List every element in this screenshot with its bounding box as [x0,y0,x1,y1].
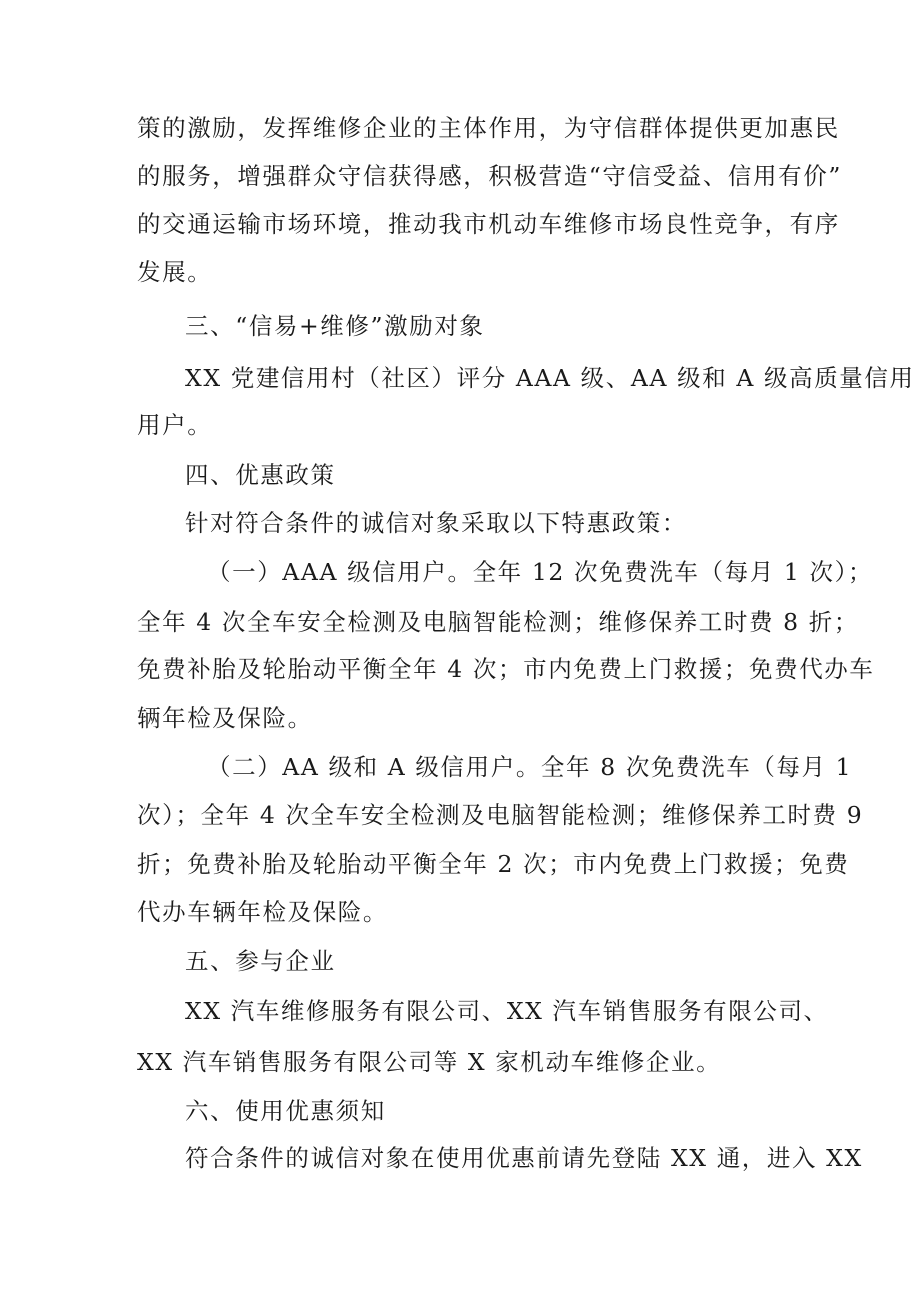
paragraph-line: 免费补胎及轮胎动平衡全年 4 次；市内免费上门救援；免费代办车 [137,655,875,683]
section-heading: 三、“信易+维修”激励对象 [185,312,485,340]
section-heading: 六、使用优惠须知 [185,1097,386,1125]
paragraph-line: 发展。 [137,258,213,286]
paragraph-line: 针对符合条件的诚信对象采取以下特惠政策： [185,509,687,537]
paragraph-line: （一）AAA 级信用户。全年 12 次免费洗车（每月 1 次）； [207,558,874,586]
paragraph-line: 符合条件的诚信对象在使用优惠前请先登陆 XX 通，进入 XX [185,1144,863,1172]
paragraph-line: 的交通运输市场环境，推动我市机动车维修市场良性竞争，有序 [137,210,840,238]
paragraph-line: 全年 4 次全车安全检测及电脑智能检测；维修保养工时费 8 折； [137,608,859,636]
paragraph-line: 策的激励，发挥维修企业的主体作用，为守信群体提供更加惠民 [137,114,840,142]
section-heading: 四、优惠政策 [185,461,336,489]
paragraph-line: 辆年检及保险。 [137,704,313,732]
section-heading: 五、参与企业 [185,947,336,975]
paragraph-line: XX 汽车维修服务有限公司、XX 汽车销售服务有限公司、 [185,997,829,1025]
paragraph-line: 用户。 [137,411,213,439]
paragraph-line: XX 党建信用村（社区）评分 AAA 级、AA 级和 A 级高质量信用 [185,364,915,392]
paragraph-line: （二）AA 级和 A 级信用户。全年 8 次免费洗车（每月 1 [207,753,853,781]
paragraph-line: 次）；全年 4 次全车安全检测及电脑智能检测；维修保养工时费 9 [137,801,864,829]
paragraph-line: XX 汽车销售服务有限公司等 X 家机动车维修企业。 [137,1048,722,1076]
paragraph-line: 的服务，增强群众守信获得感，积极营造“守信受益、信用有价” [137,162,842,190]
paragraph-line: 折；免费补胎及轮胎动平衡全年 2 次；市内免费上门救援；免费 [137,850,850,878]
paragraph-line: 代办车辆年检及保险。 [137,898,388,926]
